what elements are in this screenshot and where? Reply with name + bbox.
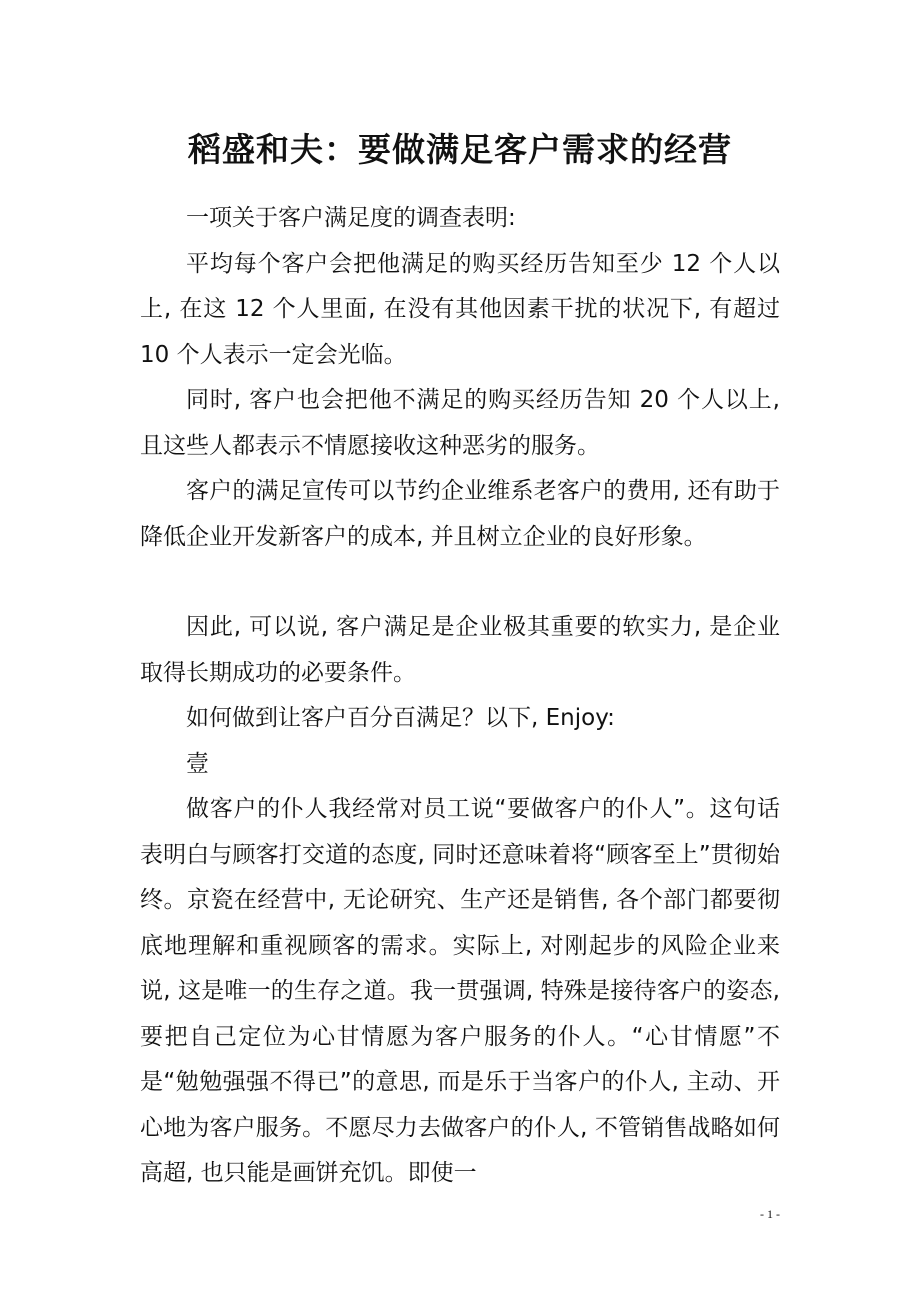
paragraph-satisfied-customers: 平均每个客户会把他满足的购买经历告知至少 12 个人以上, 在这 12 个人里面, 在没有其他因素干扰的状况下, 有超过 10 个人表示一定会光临。 (140, 250, 780, 368)
document-title: 稻盛和夫：要做满足客户需求的经营 (188, 130, 732, 169)
paragraph-soft-power: 因此, 可以说, 客户满足是企业极其重要的软实力, 是企业取得长期成功的必要条件。 (140, 614, 780, 686)
paragraph-unsatisfied-customers: 同时, 客户也会把他不满足的购买经历告知 20 个人以上, 且这些人都表示不情愿接收这种恶劣的服务。 (140, 387, 780, 459)
paragraph-survey-intro: 一项关于客户满足度的调查表明: (186, 205, 516, 231)
paragraph-how-to: 如何做到让客户百分百满足？以下, Enjoy: (186, 705, 615, 731)
document-body (140, 196, 780, 1197)
section-heading-one: 壹 (186, 750, 209, 777)
page-number: - 1 - (760, 1207, 780, 1221)
paragraph-be-customer-servant: 做客户的仆人我经常对员工说“要做客户的仆人”。这句话表明白与顾客打交道的态度, 同时还意味着将“顾客至上”贯彻始终。京瓷在经营中, 无论研究、生产还是销售, 各个部门都要彻底地理解和重视顾客的需求。实际上, 对刚起步的风险企业来说, 这是唯一的生存之道。我一贯强调, 特殊是接待客户的姿态, 要把自己定位为心甘情愿为客户服务的仆人。“心甘情愿”不是“勉勉强强不得已”的意思, 而是乐于当客户的仆人, 主动、开心地为客户服务。不愿尽力去做客户的仆人, 不管销售战略如何高超, 也只能是画饼充饥。即使一 (140, 796, 780, 1186)
paragraph-word-of-mouth: 客户的满足宣传可以节约企业维系老客户的费用, 还有助于降低企业开发新客户的成本, 并且树立企业的良好形象。 (140, 478, 780, 550)
